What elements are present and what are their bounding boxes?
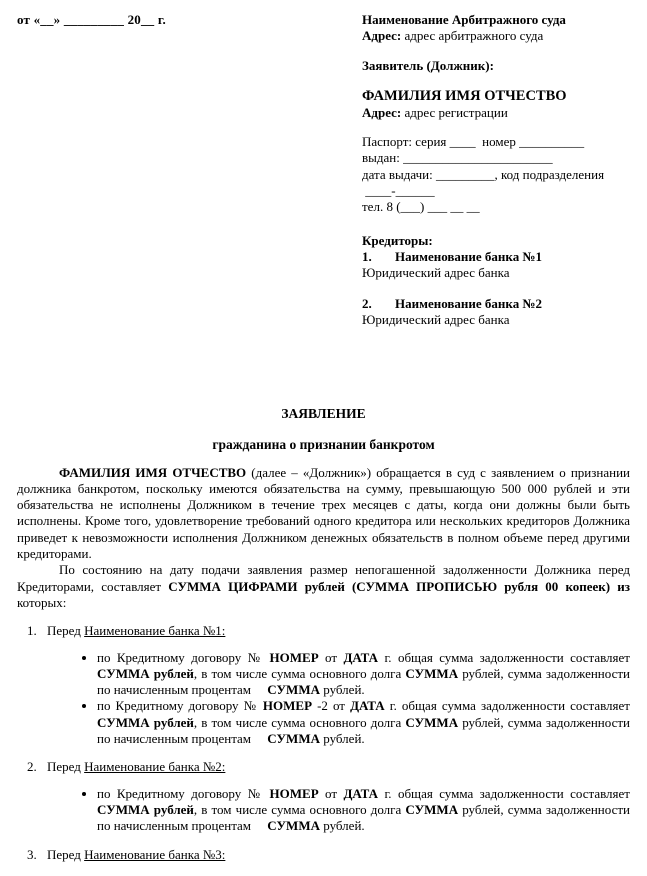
debt-item-number: 3. xyxy=(27,846,37,862)
debt-item-bank-label: Перед Наименование банка №2: xyxy=(47,759,226,775)
spacer xyxy=(362,216,630,233)
addressee-block xyxy=(362,10,630,328)
spacer xyxy=(362,45,630,58)
creditor-name-row xyxy=(362,249,630,265)
passport-division-code: ____-______ xyxy=(362,183,435,199)
passport-issued-by: выдан: _______________________ xyxy=(362,150,553,166)
credit-agreement-bullets xyxy=(17,785,634,835)
phone-field: тел. 8 (___) ___ __ __ xyxy=(362,199,480,215)
creditor-bank-name: Наименование банка №2 xyxy=(395,295,543,311)
creditors-label: Кредиторы: xyxy=(362,232,433,248)
applicant-name: ФАМИЛИЯ ИМЯ ОТЧЕСТВО xyxy=(362,87,567,104)
spacer xyxy=(362,121,630,134)
creditor-bank-name: Наименование банка №1 xyxy=(395,248,543,264)
credit-agreement-bullet: • по Кредитному договору № НОМЕР от ДАТА г. общая сумма задолженности составляет СУММА рублей, в том числе сумма основного долга СУММА рублей, сумма задолженности по начисленным процентам СУММА рублей. xyxy=(97,786,630,835)
document-header xyxy=(17,10,630,336)
creditor-number: 1. xyxy=(362,248,372,264)
creditor-bank-address: Юридический адрес банка xyxy=(362,265,510,281)
document-title: ЗАЯВЛЕНИЕ xyxy=(281,406,366,421)
debt-item-number: 2. xyxy=(27,759,37,775)
debt-item-bank-label: Перед Наименование банка №1: xyxy=(47,623,226,639)
court-address: Адрес: адрес арбитражного суда xyxy=(362,28,544,44)
spacer xyxy=(362,74,630,88)
debt-item-heading xyxy=(17,759,630,775)
applicant-label: Заявитель (Должник): xyxy=(362,57,494,73)
creditor-number: 2. xyxy=(362,295,372,311)
debt-item-number: 1. xyxy=(27,623,37,639)
document-subtitle: гражданина о признании банкротом xyxy=(212,437,435,453)
creditor-entry xyxy=(362,249,630,282)
paragraph-grounds: ФАМИЛИЯ ИМЯ ОТЧЕСТВО (далее – «Должник») обращается в суд с заявлением о признании должника банкротом, поскольку имеются обязательства на сумму, превышающую 500 000 рублей и эти обязательства не исполнены Должником в течение трех месяцев с даты, когда они должны были быть исполнены. Кроме того, удовлетворение требований одного кредитора или нескольких кредиторов Должника приведет к невозможности исполнения Должником денежных обязательств в полном объеме перед другими кредиторами. xyxy=(17,464,634,562)
debt-item-heading xyxy=(17,847,630,863)
spacer xyxy=(362,282,630,296)
debt-item-bank3 xyxy=(17,847,630,863)
credit-agreement-bullets xyxy=(17,649,634,748)
creditor-entry xyxy=(362,296,630,329)
debt-item-bank-label: Перед Наименование банка №3: xyxy=(47,846,226,862)
court-name: Наименование Арбитражного суда xyxy=(362,12,566,27)
passport-issue-date: дата выдачи: _________, код подразделения xyxy=(362,166,605,182)
debt-breakdown-list xyxy=(17,623,634,863)
creditor-name-row xyxy=(362,296,630,312)
credit-agreement-bullet: • по Кредитному договору № НОМЕР от ДАТА г. общая сумма задолженности составляет СУММА рублей, в том числе сумма основного долга СУММА рублей, сумма задолженности по начисленным процентам СУММА рублей. xyxy=(97,650,630,699)
creditor-bank-address: Юридический адрес банка xyxy=(362,311,510,327)
paragraph-total-debt: По состоянию на дату подачи заявления размер непогашенной задолженности Должника перед Кредиторами, составляет СУММА ЦИФРАМИ рублей (СУММА ПРОПИСЬЮ рубля 00 копеек) из которых: xyxy=(17,562,634,610)
applicant-address: Адрес: адрес регистрации xyxy=(362,104,508,120)
debt-item-bank2 xyxy=(17,759,634,834)
debt-item-heading xyxy=(17,623,630,639)
debt-item-bank1 xyxy=(17,623,634,747)
passport-block xyxy=(362,134,630,215)
credit-agreement-bullet: • по Кредитному договору № НОМЕР -2 от ДАТА г. общая сумма задолженности составляет СУММА рублей, в том числе сумма основного долга СУММА рублей, сумма задолженности по начисленным процентам СУММА рублей. xyxy=(97,698,630,747)
passport-series-number: Паспорт: серия ____ номер __________ xyxy=(362,134,585,150)
date-field: от «__» _________ 20__ г. xyxy=(17,12,166,27)
